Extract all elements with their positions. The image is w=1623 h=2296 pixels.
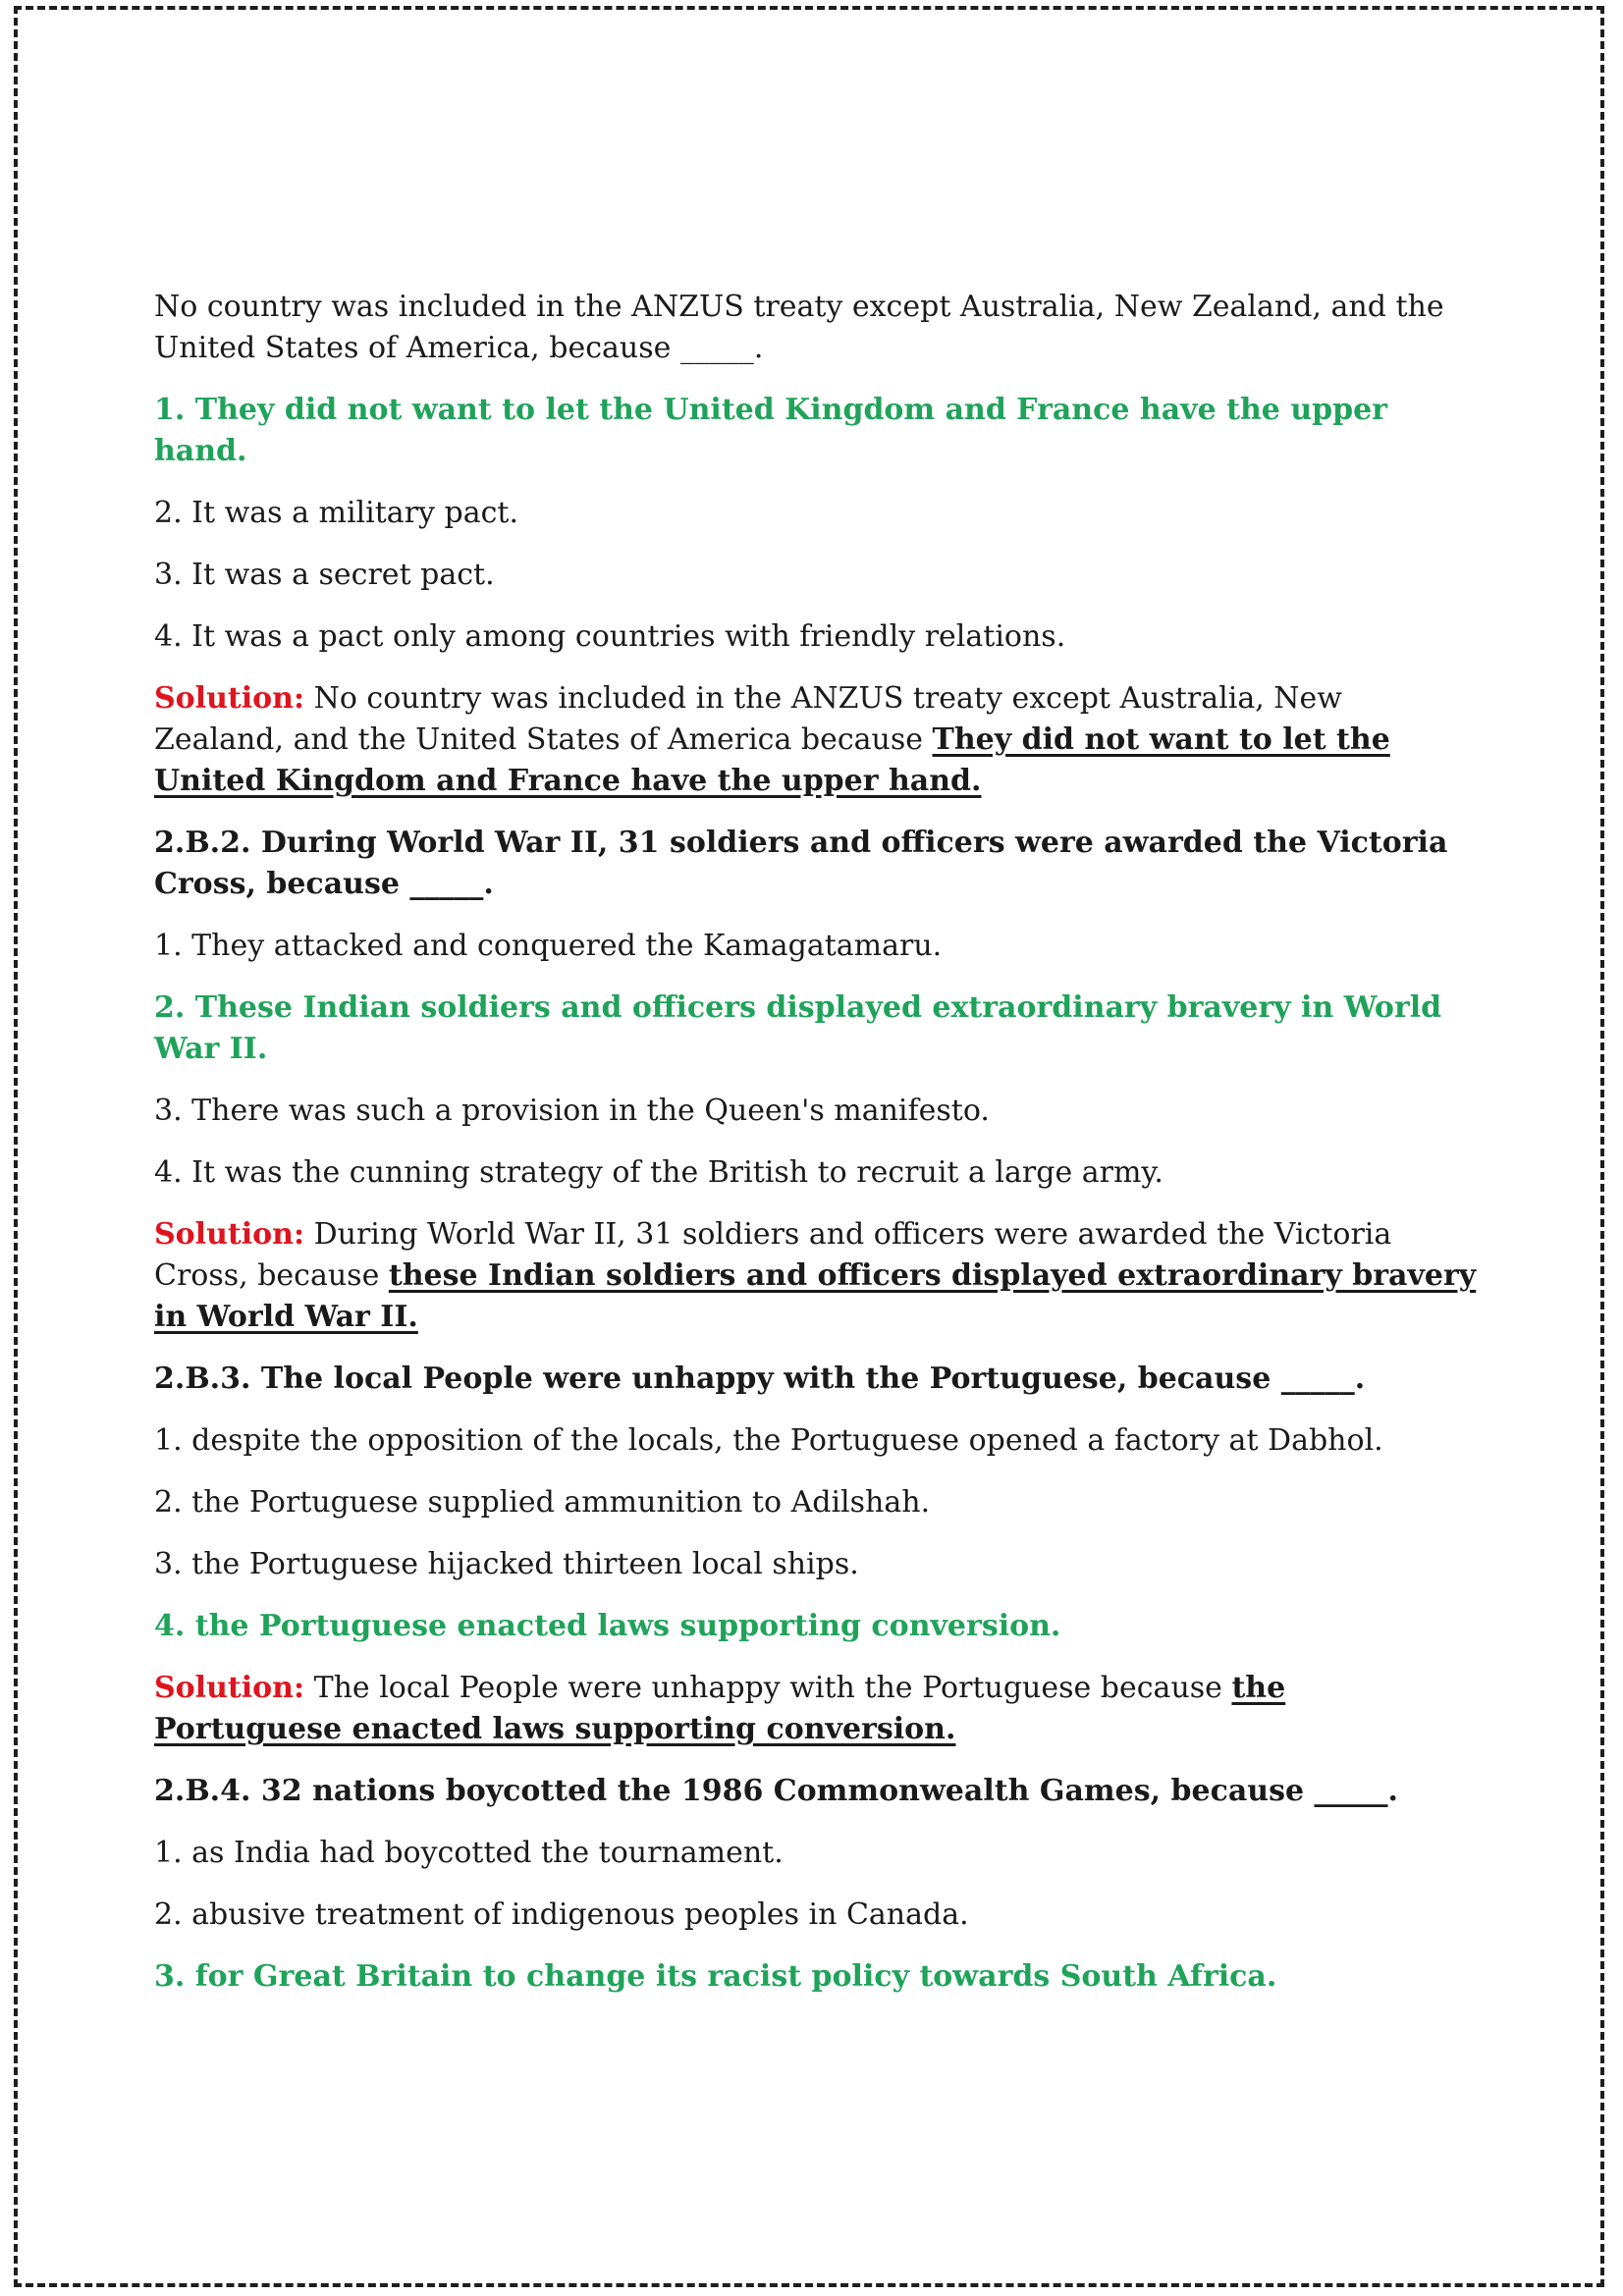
option-correct: 1. They did not want to let the United Kingdom and France have the upper hand. (154, 393, 1387, 468)
question-4: 2.B.4. 32 nations boycotted the 1986 Commonwealth Games, because _____. (154, 1774, 1398, 1808)
solution-label: Solution: (154, 681, 305, 716)
solution-text: During World War II, 31 soldiers and officers were awarded the Victoria Cross, because (154, 1217, 1392, 1293)
solution-label: Solution: (154, 1671, 305, 1705)
option: 1. They attacked and conquered the Kamagatamaru. (154, 929, 943, 963)
option: 3. It was a secret pact. (154, 558, 495, 592)
solution-3 (154, 1668, 1480, 1750)
solution-text: The local People were unhappy with the Portuguese because (304, 1671, 1232, 1705)
option: 4. It was the cunning strategy of the British to recruit a large army. (154, 1155, 1163, 1190)
solution-text: No country was included in the ANZUS treaty except Australia, New Zealand, and the United States of America because (154, 681, 1342, 757)
option: 3. There was such a provision in the Queen's manifesto. (154, 1094, 990, 1128)
option-correct: 3. for Great Britain to change its racist policy towards South Africa. (154, 1959, 1277, 1994)
option-correct: 2. These Indian soldiers and officers displayed extraordinary bravery in World War II. (154, 990, 1442, 1066)
option: 4. It was a pact only among countries with friendly relations. (154, 619, 1066, 654)
document-body (154, 287, 1480, 2018)
option: 1. as India had boycotted the tournament. (154, 1836, 784, 1870)
solution-answer: They did not want to let the United Kingdom and France have the upper hand. (154, 722, 1390, 798)
question-1: No country was included in the ANZUS treaty except Australia, New Zealand, and the United States of America, because _____. (154, 290, 1444, 365)
solution-label: Solution: (154, 1217, 305, 1252)
question-2: 2.B.2. During World War II, 31 soldiers and officers were awarded the Victoria Cross, because _____. (154, 826, 1448, 901)
option: 2. It was a military pact. (154, 496, 519, 530)
option: 2. abusive treatment of indigenous peoples in Canada. (154, 1897, 969, 1932)
option-correct: 4. the Portuguese enacted laws supporting conversion. (154, 1609, 1061, 1643)
question-3: 2.B.3. The local People were unhappy with the Portuguese, because _____. (154, 1362, 1366, 1396)
solution-1 (154, 678, 1480, 802)
option: 2. the Portuguese supplied ammunition to Adilshah. (154, 1485, 931, 1520)
solution-2 (154, 1214, 1480, 1338)
option: 1. despite the opposition of the locals, the Portuguese opened a factory at Dabhol. (154, 1423, 1383, 1458)
solution-answer: these Indian soldiers and officers displayed extraordinary bravery in World War II. (154, 1258, 1477, 1334)
option: 3. the Portuguese hijacked thirteen local ships. (154, 1547, 859, 1581)
solution-answer: the Portuguese enacted laws supporting conversion. (154, 1671, 1286, 1746)
